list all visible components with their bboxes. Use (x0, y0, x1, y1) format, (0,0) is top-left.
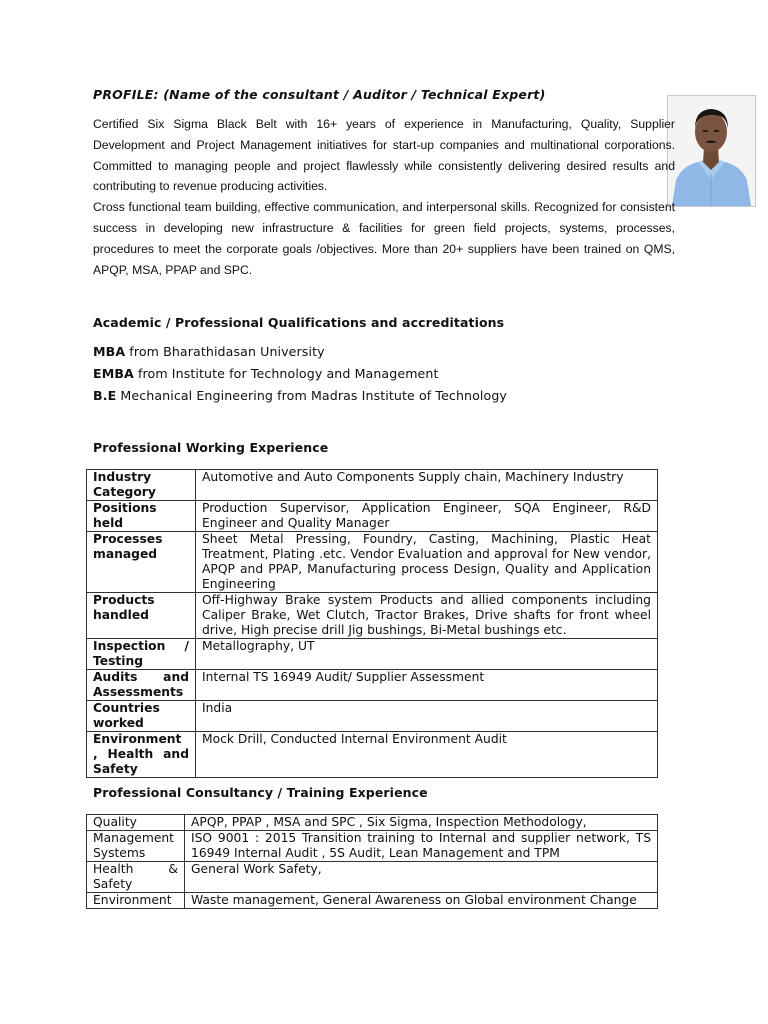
row-label: Positions held (87, 501, 196, 532)
row-label: Processes managed (87, 532, 196, 593)
row-label: Environment (87, 893, 185, 909)
row-label: Health & Safety (87, 862, 185, 893)
qualification-degree: B.E (93, 388, 117, 403)
row-value: Internal TS 16949 Audit/ Supplier Assessment (196, 670, 658, 701)
row-value: Mock Drill, Conducted Internal Environment Audit (196, 732, 658, 778)
qualification-item (93, 344, 325, 359)
row-label: Quality (87, 815, 185, 831)
table-row (87, 532, 658, 593)
row-label: Environment , Health and Safety (87, 732, 196, 778)
qualification-degree: EMBA (93, 366, 134, 381)
work-experience-heading: Professional Working Experience (93, 440, 329, 455)
consultancy-heading: Professional Consultancy / Training Experience (93, 785, 428, 800)
row-value: ISO 9001 : 2015 Transition training to Internal and supplier network, TS 16949 Internal Audit , 5S Audit, Lean Management and TPM (185, 831, 658, 862)
row-value: Production Supervisor, Application Engineer, SQA Engineer, R&D Engineer and Quality Manager (196, 501, 658, 532)
row-value: Sheet Metal Pressing, Foundry, Casting, Machining, Plastic Heat Treatment, Plating .etc. Vendor Evaluation and approval for New vendor, APQP and PPAP, Manufacturing process Design, Quality and Application Engineering (196, 532, 658, 593)
row-value: General Work Safety, (185, 862, 658, 893)
summary-paragraph-1: Certified Six Sigma Black Belt with 16+ years of experience in Manufacturing, Quality, Supplier Development and Project Management initiatives for start-up companies and multinational corporations. Committed to managing people and project flawlessly while consistently delivering desired results and contributing to revenue producing activities. (93, 117, 675, 194)
qualification-detail: from Institute for Technology and Management (133, 366, 439, 381)
table-row (87, 732, 658, 778)
row-value: Off-Highway Brake system Products and allied components including Caliper Brake, Wet Clutch, Tractor Brakes, Drive shafts for front wheel drive, High precise drill Jig bushings, Bi-Metal bushings etc. (196, 593, 658, 639)
consultancy-table (86, 814, 658, 909)
table-row (87, 470, 658, 501)
profile-title: PROFILE: (Name of the consultant / Auditor / Technical Expert) (93, 87, 546, 102)
row-label: Audits and Assessments (87, 670, 196, 701)
table-row (87, 893, 658, 909)
table-row (87, 815, 658, 831)
qualification-item (93, 388, 507, 403)
qualifications-heading: Academic / Professional Qualifications and accreditations (93, 315, 505, 330)
row-value: Metallography, UT (196, 639, 658, 670)
profile-summary (93, 114, 675, 280)
row-value: Automotive and Auto Components Supply chain, Machinery Industry (196, 470, 658, 501)
qualification-degree: MBA (93, 344, 126, 359)
summary-paragraph-2: Cross functional team building, effective communication, and interpersonal skills. Recognized for consistent success in developing new infrastructure & facilities for green field projects, systems, processes, procedures to meet the corporate goals /objectives. More than 20+ suppliers have been trained on QMS, APQP, MSA, PPAP and SPC. (93, 200, 675, 277)
row-label: Countries worked (87, 701, 196, 732)
row-value: APQP, PPAP , MSA and SPC , Six Sigma, Inspection Methodology, (185, 815, 658, 831)
table-row (87, 831, 658, 862)
table-row (87, 670, 658, 701)
table-row (87, 593, 658, 639)
work-experience-table (86, 469, 658, 778)
table-row (87, 639, 658, 670)
row-label: Management Systems (87, 831, 185, 862)
qualification-detail: from Bharathidasan University (125, 344, 325, 359)
table-row (87, 501, 658, 532)
row-label: Inspection / Testing (87, 639, 196, 670)
profile-photo (667, 95, 756, 207)
qualification-item (93, 366, 439, 381)
qualification-detail: Mechanical Engineering from Madras Institute of Technology (116, 388, 507, 403)
row-value: Waste management, General Awareness on Global environment Change (185, 893, 658, 909)
table-row (87, 862, 658, 893)
row-label: Industry Category (87, 470, 196, 501)
row-value: India (196, 701, 658, 732)
table-row (87, 701, 658, 732)
row-label: Products handled (87, 593, 196, 639)
